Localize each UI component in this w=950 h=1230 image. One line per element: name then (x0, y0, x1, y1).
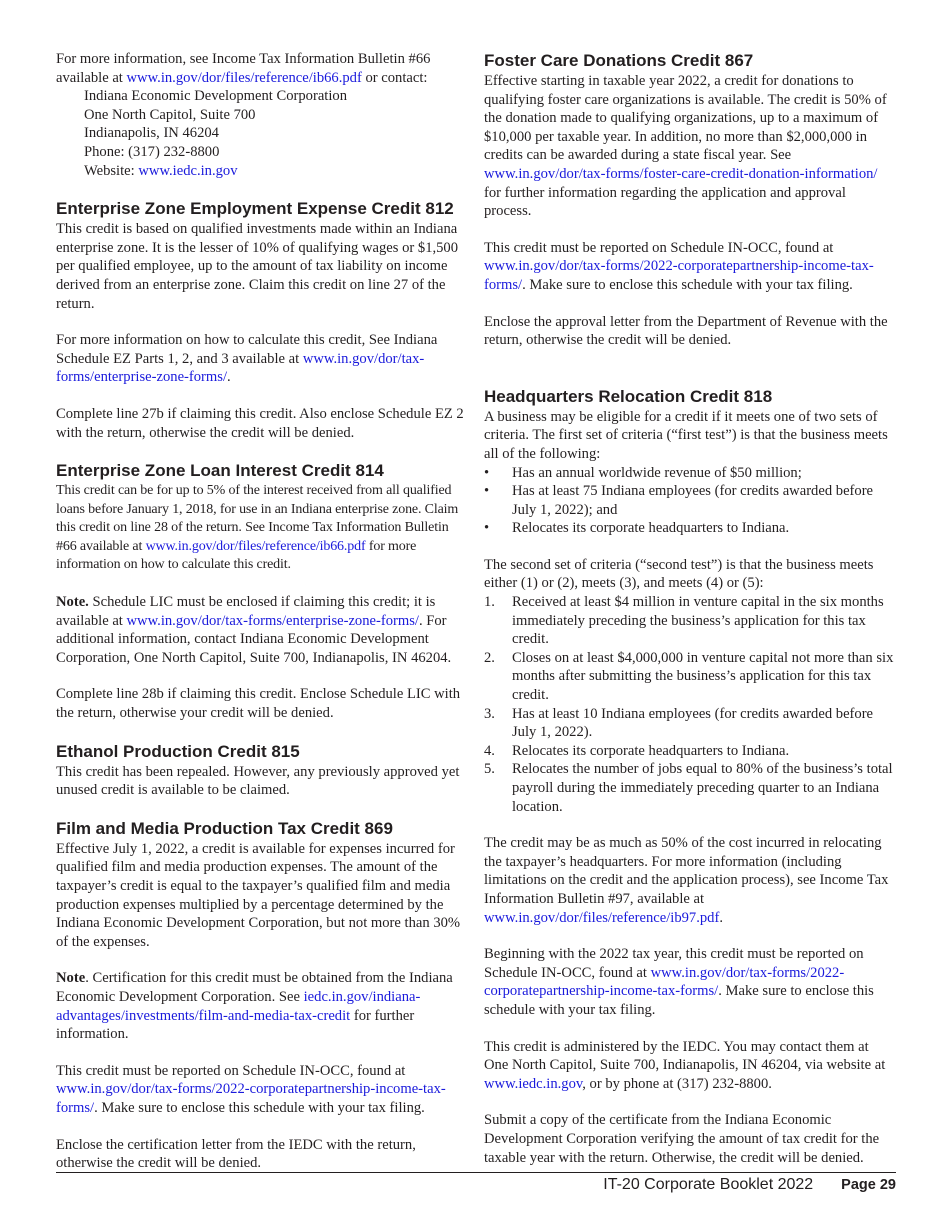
text: for more information on how to calculate this credit. (56, 538, 417, 573)
list-item-text: Relocates its corporate headquarters to Indiana. (512, 520, 790, 537)
contact-line: Indianapolis, IN 46204 (84, 125, 219, 142)
booklet-title: IT-20 Corporate Booklet 2022 (603, 1176, 814, 1193)
film-media-credit-link[interactable]: iedc.in.gov/indiana-advantages/investments/film-and-media-tax-credit (56, 988, 421, 1024)
text: . (227, 369, 231, 386)
list-number: 4. (484, 742, 495, 759)
paragraph (56, 482, 466, 575)
section-812 (56, 198, 466, 442)
list-item-text: Closes on at least $4,000,000 in venture capital not more than six months after submitting the business’s application for this tax credit. (512, 649, 894, 704)
text: . Make sure to enclose this schedule with your tax filing. (522, 276, 853, 293)
text: This credit must be reported on Schedule IN-OCC, found at (56, 1062, 406, 1079)
text: . Certification for this credit must be obtained from the Indiana Economic Development Corporation. See (56, 970, 453, 1005)
enterprise-zone-forms-link[interactable]: www.in.gov/dor/tax-forms/enterprise-zone-forms/ (56, 350, 425, 386)
list-item-text: Has at least 10 Indiana employees (for credits awarded before July 1, 2022). (512, 705, 874, 741)
website-label: Website: (84, 162, 139, 179)
text: . (719, 909, 723, 926)
heading-815: Ethanol Production Credit 815 (56, 741, 300, 761)
note-paragraph (56, 969, 466, 1043)
iedc-website-link[interactable]: www.iedc.in.gov (484, 1075, 583, 1092)
intro-section (56, 50, 466, 180)
text: Schedule LIC must be enclosed if claiming this credit; it is available at (56, 594, 436, 629)
paragraph: This credit has been repealed. However, any previously approved yet unused credit is available to be claimed. (56, 763, 460, 799)
paragraph (484, 72, 896, 221)
heading-869: Film and Media Production Tax Credit 869 (56, 818, 393, 838)
corporate-partnership-forms-link[interactable]: www.in.gov/dor/tax-forms/2022-corporatepartnership-income-tax-forms/ (56, 1081, 446, 1116)
bullet-mark: • (484, 520, 490, 537)
paragraph (56, 1062, 466, 1118)
list-item (484, 742, 896, 761)
enterprise-zone-forms-link[interactable]: www.in.gov/dor/tax-forms/enterprise-zone-forms/ (126, 612, 419, 629)
list-item (484, 760, 896, 816)
text: The credit may be as much as 50% of the cost incurred in relocating the taxpayer’s headquarters. For more information (including limitations on the credit and the application process), see Income Tax Information Bulletin #97, available at (484, 835, 889, 907)
list-item (484, 705, 896, 742)
paragraph (484, 834, 896, 927)
list-number: 5. (484, 761, 495, 778)
list-item (484, 519, 896, 538)
heading-812: Enterprise Zone Employment Expense Credit 812 (56, 199, 454, 219)
paragraph: A business may be eligible for a credit if it meets one of two sets of criteria. The first set of criteria (“first test”) is that the business meets all of the following: (484, 408, 888, 462)
paragraph (56, 331, 466, 387)
section-867 (484, 50, 896, 350)
paragraph (484, 1038, 896, 1094)
heading-818: Headquarters Relocation Credit 818 (484, 386, 773, 406)
corporate-partnership-forms-link[interactable]: www.in.gov/dor/tax-forms/2022-corporatepartnership-income-tax-forms/ (484, 964, 845, 1000)
contact-block (56, 87, 466, 180)
list-item-text: Has at least 75 Indiana employees (for credits awarded before July 1, 2022); and (512, 483, 874, 518)
intro-paragraph (56, 50, 466, 87)
corporate-partnership-forms-link[interactable]: www.in.gov/dor/tax-forms/2022-corporatepartnership-income-tax-forms/ (484, 258, 874, 293)
section-869 (56, 818, 466, 1173)
text: For more information on how to calculate this credit, See Indiana Schedule EZ Parts 1, 2, and 3 available at (56, 332, 438, 367)
paragraph: Complete line 27b if claiming this credit. Also enclose Schedule EZ 2 with the return, otherwise the credit will be denied. (56, 405, 464, 441)
left-column (56, 50, 466, 1173)
note-label: Note (56, 970, 86, 987)
list-item-text: Relocates the number of jobs equal to 80% of the business’s total payroll during the immediately preceding quarter to an Indiana location. (512, 761, 893, 815)
footer-divider (56, 1172, 896, 1173)
list-number: 3. (484, 705, 495, 722)
text: . Make sure to enclose this schedule with your tax filing. (94, 1099, 425, 1116)
foster-care-info-link[interactable]: www.in.gov/dor/tax-forms/foster-care-credit-donation-information/ (484, 165, 878, 182)
first-test-list (484, 464, 896, 538)
list-item-text: Received at least $4 million in venture capital in the six months immediately preceding the business’s application for this tax credit. (512, 594, 884, 648)
text: , or by phone at (317) 232-8800. (582, 1075, 772, 1092)
contact-line: Indiana Economic Development Corporation (84, 88, 348, 105)
paragraph: The second set of criteria (“second test”) is that the business meets either (1) or (2), meets (3), and meets (4) or (5): (484, 556, 874, 592)
page-number: Page 29 (841, 1177, 896, 1193)
heading-814: Enterprise Zone Loan Interest Credit 814 (56, 461, 384, 481)
section-818 (484, 386, 896, 1167)
list-item (484, 464, 896, 483)
text: This credit must be reported on Schedule IN-OCC, found at (484, 239, 834, 256)
heading-867: Foster Care Donations Credit 867 (484, 51, 754, 70)
text: This credit is administered by the IEDC. You may contact them at One North Capitol, Suite 700, Indianapolis, IN 46204, via website at (484, 1038, 886, 1074)
text: Effective starting in taxable year 2022, a credit for donations to qualifying foster care organizations is available. The credit is 50% of the donation made to qualifying organizations, up to a maximum of $10,000 per taxable year. In addition, no more than $2,000,000 in credits can be awarded during a state fiscal year. See (484, 73, 887, 164)
paragraph: Enclose the certification letter from the IEDC with the return, otherwise the credit will be denied. (56, 1136, 416, 1172)
bullet-mark: • (484, 464, 490, 481)
paragraph: Enclose the approval letter from the Department of Revenue with the return, otherwise the credit will be denied. (484, 313, 888, 349)
bullet-mark: • (484, 483, 490, 500)
iedc-website-link[interactable]: www.iedc.in.gov (138, 162, 238, 179)
paragraph: Submit a copy of the certificate from the Indiana Economic Development Corporation verifying the amount of tax credit for the taxable year with the return. Otherwise, the credit will be denied. (484, 1112, 880, 1166)
page-footer (603, 1175, 896, 1195)
text: for further information. (56, 1007, 415, 1043)
list-item-text: Relocates its corporate headquarters to Indiana. (512, 742, 790, 759)
paragraph: This credit is based on qualified investments made within an Indiana enterprise zone. It is the lesser of 10% of qualifying wages or $1,500 per qualified employee, up to the amount of tax liability on income derived from an enterprise zone. Claim this credit on line 27 of the return. (56, 221, 459, 312)
intro-text-end: or contact: (361, 69, 428, 86)
note-label: Note. (56, 594, 89, 611)
second-test-list (484, 593, 896, 816)
contact-line: Phone: (317) 232-8800 (84, 143, 220, 160)
ib66-link[interactable]: www.in.gov/dor/files/reference/ib66.pdf (145, 538, 366, 554)
note-paragraph (56, 593, 466, 667)
paragraph: Complete line 28b if claiming this credit. Enclose Schedule LIC with the return, otherwise your credit will be denied. (56, 686, 461, 722)
ib97-link[interactable]: www.in.gov/dor/files/reference/ib97.pdf (484, 909, 720, 926)
text: . Make sure to enclose this schedule with your tax filing. (484, 983, 874, 1018)
text: This credit can be for up to 5% of the interest received from all qualified loans before January 1, 2018, for use in an Indiana enterprise zone. Claim this credit on line 28 of the return. See Income Tax Information Bulletin #66 available at (56, 483, 459, 554)
list-item (484, 482, 896, 519)
section-815 (56, 741, 466, 800)
list-number: 1. (484, 594, 495, 611)
paragraph: Effective July 1, 2022, a credit is available for expenses incurred for qualified film and media production expenses. The amount of the taxpayer’s credit is equal to the taxpayer’s qualified film and media production expenses multiplied by a percentage determined by the Indiana Economic Development Corporation, but not more than 30% of the expenses. (56, 840, 461, 950)
text: Beginning with the 2022 tax year, this credit must be reported on Schedule IN-OCC, found at (484, 946, 864, 981)
list-number: 2. (484, 649, 495, 666)
ib66-link[interactable]: www.in.gov/dor/files/reference/ib66.pdf (126, 69, 362, 86)
list-item (484, 593, 896, 649)
paragraph (484, 239, 896, 295)
right-column (484, 50, 896, 1167)
list-item (484, 649, 896, 705)
contact-website-line (84, 162, 466, 181)
contact-line: One North Capitol, Suite 700 (84, 106, 256, 123)
list-item-text: Has an annual worldwide revenue of $50 million; (512, 464, 802, 481)
text: . For additional information, contact Indiana Economic Development Corporation, One North Capitol, Suite 700, Indianapolis, IN 46204. (56, 612, 452, 666)
section-814 (56, 460, 466, 723)
intro-text: For more information, see Income Tax Information Bulletin #66 available at (56, 51, 431, 86)
paragraph (484, 945, 896, 1019)
text: for further information regarding the application and approval process. (484, 184, 846, 220)
